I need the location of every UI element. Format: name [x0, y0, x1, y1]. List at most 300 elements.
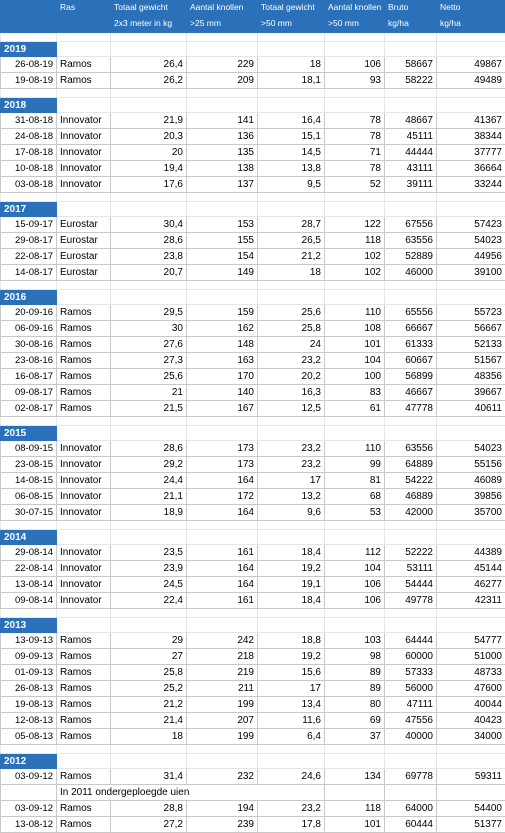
value-cell: 68 — [325, 489, 385, 505]
table-row — [1, 73, 505, 89]
year-row — [1, 530, 505, 545]
empty-cell — [325, 417, 385, 426]
header-cell: >25 mm — [187, 18, 258, 33]
value-cell: 18,4 — [258, 593, 325, 609]
date-cell: 30-08-16 — [1, 337, 57, 353]
empty-cell — [1, 89, 57, 98]
variety-cell: Innovator — [57, 593, 111, 609]
year-label: 2012 — [1, 754, 57, 769]
empty-cell — [57, 609, 111, 618]
value-cell: 64889 — [385, 457, 437, 473]
table-row — [1, 145, 505, 161]
empty-cell — [385, 417, 437, 426]
value-cell: 173 — [187, 441, 258, 457]
value-cell: 148 — [187, 337, 258, 353]
value-cell: 31,4 — [111, 769, 187, 785]
value-cell: 54444 — [385, 577, 437, 593]
value-cell: 13,8 — [258, 161, 325, 177]
header-cell: kg/ha — [437, 18, 505, 33]
value-cell: 52222 — [385, 545, 437, 561]
value-cell: 30,4 — [111, 217, 187, 233]
value-cell: 25,6 — [258, 305, 325, 321]
date-cell: 03-09-12 — [1, 769, 57, 785]
value-cell: 67556 — [385, 217, 437, 233]
value-cell: 47556 — [385, 713, 437, 729]
variety-cell: Innovator — [57, 113, 111, 129]
date-cell: 19-08-19 — [1, 73, 57, 89]
value-cell: 59311 — [437, 769, 505, 785]
header-cell — [1, 18, 57, 33]
empty-cell — [111, 754, 187, 769]
empty-cell — [111, 745, 187, 754]
variety-cell: Ramos — [57, 321, 111, 337]
empty-cell — [258, 521, 325, 530]
date-cell: 13-08-12 — [1, 817, 57, 833]
value-cell: 173 — [187, 457, 258, 473]
value-cell: 78 — [325, 161, 385, 177]
table-row — [1, 577, 505, 593]
table-row — [1, 217, 505, 233]
value-cell: 19,2 — [258, 649, 325, 665]
empty-cell — [57, 521, 111, 530]
value-cell: 164 — [187, 561, 258, 577]
empty-cell — [1, 521, 57, 530]
year-row — [1, 42, 505, 57]
variety-cell: Ramos — [57, 817, 111, 833]
table-row — [1, 593, 505, 609]
date-cell: 05-08-13 — [1, 729, 57, 745]
value-cell: 49489 — [437, 73, 505, 89]
value-cell: 17 — [258, 473, 325, 489]
value-cell: 149 — [187, 265, 258, 281]
value-cell: 54023 — [437, 233, 505, 249]
empty-cell — [385, 290, 437, 305]
empty-cell — [325, 290, 385, 305]
empty-cell — [57, 530, 111, 545]
year-row — [1, 202, 505, 217]
year-row — [1, 290, 505, 305]
empty-cell — [187, 417, 258, 426]
value-cell: 47778 — [385, 401, 437, 417]
value-cell: 43111 — [385, 161, 437, 177]
variety-cell: Innovator — [57, 145, 111, 161]
value-cell: 159 — [187, 305, 258, 321]
empty-cell — [258, 98, 325, 113]
value-cell: 46277 — [437, 577, 505, 593]
header-cell — [57, 18, 111, 33]
date-cell: 08-09-15 — [1, 441, 57, 457]
value-cell: 15,6 — [258, 665, 325, 681]
value-cell: 45144 — [437, 561, 505, 577]
value-cell: 28,8 — [111, 801, 187, 817]
value-cell: 42000 — [385, 505, 437, 521]
header-cell: kg/ha — [385, 18, 437, 33]
table-row — [1, 457, 505, 473]
year-label: 2015 — [1, 426, 57, 441]
empty-cell — [1, 609, 57, 618]
value-cell: 45111 — [385, 129, 437, 145]
value-cell: 19,4 — [111, 161, 187, 177]
value-cell: 78 — [325, 113, 385, 129]
empty-cell — [111, 281, 187, 290]
empty-cell — [385, 618, 437, 633]
table-row — [1, 681, 505, 697]
value-cell: 44956 — [437, 249, 505, 265]
empty-cell — [187, 193, 258, 202]
variety-cell: Eurostar — [57, 217, 111, 233]
value-cell: 46089 — [437, 473, 505, 489]
empty-cell — [1, 193, 57, 202]
value-cell: 172 — [187, 489, 258, 505]
value-cell: 51000 — [437, 649, 505, 665]
value-cell: 42311 — [437, 593, 505, 609]
table-body — [1, 1, 505, 833]
value-cell: 118 — [325, 233, 385, 249]
value-cell: 51377 — [437, 817, 505, 833]
value-cell: 57423 — [437, 217, 505, 233]
value-cell: 24,6 — [258, 769, 325, 785]
variety-cell: Innovator — [57, 161, 111, 177]
value-cell: 64000 — [385, 801, 437, 817]
year-label: 2018 — [1, 98, 57, 113]
empty-cell — [385, 98, 437, 113]
value-cell: 56667 — [437, 321, 505, 337]
empty-cell — [57, 281, 111, 290]
variety-cell: Ramos — [57, 633, 111, 649]
value-cell: 122 — [325, 217, 385, 233]
value-cell: 54777 — [437, 633, 505, 649]
spacer-row — [1, 521, 505, 530]
value-cell: 229 — [187, 57, 258, 73]
empty-cell — [258, 193, 325, 202]
empty-cell — [111, 33, 187, 42]
table-row — [1, 473, 505, 489]
value-cell: 23,2 — [258, 353, 325, 369]
value-cell: 23,2 — [258, 457, 325, 473]
value-cell: 20,7 — [111, 265, 187, 281]
header-row-1 — [1, 1, 505, 18]
empty-cell — [437, 785, 505, 801]
value-cell: 44444 — [385, 145, 437, 161]
value-cell: 28,6 — [111, 441, 187, 457]
empty-cell — [57, 89, 111, 98]
header-cell: Netto — [437, 1, 505, 18]
value-cell: 40000 — [385, 729, 437, 745]
value-cell: 69778 — [385, 769, 437, 785]
empty-cell — [1, 33, 57, 42]
table-row — [1, 233, 505, 249]
value-cell: 21,4 — [111, 713, 187, 729]
year-label: 2017 — [1, 202, 57, 217]
value-cell: 47600 — [437, 681, 505, 697]
spacer-row — [1, 33, 505, 42]
empty-cell — [325, 609, 385, 618]
value-cell: 137 — [187, 177, 258, 193]
empty-cell — [258, 609, 325, 618]
value-cell: 26,4 — [111, 57, 187, 73]
empty-cell — [385, 42, 437, 57]
empty-cell — [325, 618, 385, 633]
empty-cell — [187, 745, 258, 754]
variety-cell: Ramos — [57, 801, 111, 817]
empty-cell — [57, 745, 111, 754]
variety-cell: Innovator — [57, 129, 111, 145]
variety-cell: Eurostar — [57, 249, 111, 265]
table-row — [1, 113, 505, 129]
value-cell: 17,8 — [258, 817, 325, 833]
value-cell: 28,6 — [111, 233, 187, 249]
value-cell: 18 — [258, 57, 325, 73]
value-cell: 52 — [325, 177, 385, 193]
date-cell: 24-08-18 — [1, 129, 57, 145]
value-cell: 29,5 — [111, 305, 187, 321]
value-cell: 17 — [258, 681, 325, 697]
table-row — [1, 57, 505, 73]
value-cell: 106 — [325, 577, 385, 593]
value-cell: 46889 — [385, 489, 437, 505]
empty-cell — [111, 98, 187, 113]
value-cell: 69 — [325, 713, 385, 729]
empty-cell — [385, 745, 437, 754]
value-cell: 46667 — [385, 385, 437, 401]
date-cell: 14-08-15 — [1, 473, 57, 489]
value-cell: 39100 — [437, 265, 505, 281]
empty-cell — [187, 521, 258, 530]
value-cell: 9,5 — [258, 177, 325, 193]
spacer-row — [1, 281, 505, 290]
date-cell: 14-08-17 — [1, 265, 57, 281]
date-cell: 09-08-17 — [1, 385, 57, 401]
header-cell: Aantal knollen — [187, 1, 258, 18]
date-cell: 03-08-18 — [1, 177, 57, 193]
table-row — [1, 249, 505, 265]
empty-cell — [437, 290, 505, 305]
value-cell: 23,5 — [111, 545, 187, 561]
value-cell: 112 — [325, 545, 385, 561]
value-cell: 161 — [187, 545, 258, 561]
value-cell: 20,2 — [258, 369, 325, 385]
value-cell: 15,1 — [258, 129, 325, 145]
value-cell: 55156 — [437, 457, 505, 473]
table-row — [1, 161, 505, 177]
empty-cell — [187, 202, 258, 217]
date-cell: 12-08-13 — [1, 713, 57, 729]
variety-cell: Innovator — [57, 457, 111, 473]
value-cell: 219 — [187, 665, 258, 681]
empty-cell — [437, 33, 505, 42]
empty-cell — [111, 618, 187, 633]
table-row — [1, 729, 505, 745]
value-cell: 34000 — [437, 729, 505, 745]
value-cell: 161 — [187, 593, 258, 609]
value-cell: 40423 — [437, 713, 505, 729]
variety-cell: Innovator — [57, 473, 111, 489]
date-cell: 09-09-13 — [1, 649, 57, 665]
header-cell: Bruto — [385, 1, 437, 18]
value-cell: 65556 — [385, 305, 437, 321]
table-row — [1, 713, 505, 729]
value-cell: 154 — [187, 249, 258, 265]
value-cell: 18 — [111, 729, 187, 745]
empty-cell — [187, 618, 258, 633]
value-cell: 18,9 — [111, 505, 187, 521]
table-row — [1, 321, 505, 337]
value-cell: 13,4 — [258, 697, 325, 713]
empty-cell — [385, 89, 437, 98]
value-cell: 56899 — [385, 369, 437, 385]
value-cell: 21,9 — [111, 113, 187, 129]
year-row — [1, 618, 505, 633]
value-cell: 110 — [325, 305, 385, 321]
empty-cell — [57, 618, 111, 633]
header-cell: Totaal gewicht — [111, 1, 187, 18]
empty-cell — [385, 33, 437, 42]
value-cell: 81 — [325, 473, 385, 489]
note-row — [1, 785, 505, 801]
value-cell: 18 — [258, 265, 325, 281]
empty-cell — [325, 281, 385, 290]
value-cell: 207 — [187, 713, 258, 729]
value-cell: 21,1 — [111, 489, 187, 505]
variety-cell: Ramos — [57, 665, 111, 681]
note-text: In 2011 ondergeploegde uien — [57, 785, 325, 801]
date-cell: 02-08-17 — [1, 401, 57, 417]
value-cell: 20 — [111, 145, 187, 161]
date-cell: 03-09-12 — [1, 801, 57, 817]
date-cell: 23-08-16 — [1, 353, 57, 369]
value-cell: 60667 — [385, 353, 437, 369]
value-cell: 48667 — [385, 113, 437, 129]
value-cell: 12,5 — [258, 401, 325, 417]
variety-cell: Ramos — [57, 385, 111, 401]
date-cell: 30-07-15 — [1, 505, 57, 521]
empty-cell — [258, 417, 325, 426]
value-cell: 17,6 — [111, 177, 187, 193]
empty-cell — [325, 193, 385, 202]
empty-cell — [111, 202, 187, 217]
table-row — [1, 129, 505, 145]
value-cell: 49778 — [385, 593, 437, 609]
value-cell: 64444 — [385, 633, 437, 649]
value-cell: 24,5 — [111, 577, 187, 593]
value-cell: 28,7 — [258, 217, 325, 233]
empty-cell — [187, 281, 258, 290]
value-cell: 40611 — [437, 401, 505, 417]
value-cell: 25,2 — [111, 681, 187, 697]
value-cell: 49867 — [437, 57, 505, 73]
empty-cell — [385, 281, 437, 290]
date-cell: 09-08-14 — [1, 593, 57, 609]
value-cell: 136 — [187, 129, 258, 145]
value-cell: 164 — [187, 577, 258, 593]
empty-cell — [437, 426, 505, 441]
year-label: 2013 — [1, 618, 57, 633]
table-row — [1, 769, 505, 785]
value-cell: 170 — [187, 369, 258, 385]
value-cell: 46000 — [385, 265, 437, 281]
value-cell: 36664 — [437, 161, 505, 177]
variety-cell: Ramos — [57, 337, 111, 353]
value-cell: 26,2 — [111, 73, 187, 89]
empty-cell — [1, 785, 57, 801]
empty-cell — [187, 42, 258, 57]
value-cell: 61333 — [385, 337, 437, 353]
empty-cell — [1, 745, 57, 754]
value-cell: 24 — [258, 337, 325, 353]
value-cell: 98 — [325, 649, 385, 665]
value-cell: 106 — [325, 593, 385, 609]
value-cell: 21,2 — [258, 249, 325, 265]
empty-cell — [57, 426, 111, 441]
header-cell: >50 mm — [258, 18, 325, 33]
value-cell: 53 — [325, 505, 385, 521]
value-cell: 38344 — [437, 129, 505, 145]
empty-cell — [57, 98, 111, 113]
empty-cell — [385, 426, 437, 441]
table-row — [1, 505, 505, 521]
date-cell: 22-08-17 — [1, 249, 57, 265]
empty-cell — [325, 426, 385, 441]
date-cell: 13-08-14 — [1, 577, 57, 593]
value-cell: 153 — [187, 217, 258, 233]
date-cell: 15-09-17 — [1, 217, 57, 233]
empty-cell — [187, 609, 258, 618]
value-cell: 103 — [325, 633, 385, 649]
empty-cell — [325, 98, 385, 113]
value-cell: 93 — [325, 73, 385, 89]
table-row — [1, 817, 505, 833]
empty-cell — [437, 417, 505, 426]
date-cell: 26-08-19 — [1, 57, 57, 73]
value-cell: 89 — [325, 681, 385, 697]
value-cell: 54400 — [437, 801, 505, 817]
value-cell: 18,1 — [258, 73, 325, 89]
variety-cell: Innovator — [57, 577, 111, 593]
value-cell: 23,9 — [111, 561, 187, 577]
value-cell: 25,8 — [111, 665, 187, 681]
value-cell: 21,5 — [111, 401, 187, 417]
empty-cell — [258, 89, 325, 98]
date-cell: 06-08-15 — [1, 489, 57, 505]
variety-cell: Ramos — [57, 697, 111, 713]
value-cell: 199 — [187, 729, 258, 745]
value-cell: 164 — [187, 473, 258, 489]
value-cell: 14,5 — [258, 145, 325, 161]
table-row — [1, 665, 505, 681]
variety-cell: Ramos — [57, 369, 111, 385]
empty-cell — [325, 745, 385, 754]
value-cell: 71 — [325, 145, 385, 161]
variety-cell: Eurostar — [57, 233, 111, 249]
empty-cell — [258, 290, 325, 305]
value-cell: 11,6 — [258, 713, 325, 729]
value-cell: 44389 — [437, 545, 505, 561]
value-cell: 29 — [111, 633, 187, 649]
empty-cell — [57, 193, 111, 202]
value-cell: 58222 — [385, 73, 437, 89]
value-cell: 37777 — [437, 145, 505, 161]
empty-cell — [1, 281, 57, 290]
value-cell: 13,2 — [258, 489, 325, 505]
empty-cell — [437, 618, 505, 633]
date-cell: 22-08-14 — [1, 561, 57, 577]
empty-cell — [325, 33, 385, 42]
value-cell: 218 — [187, 649, 258, 665]
date-cell: 31-08-18 — [1, 113, 57, 129]
table-row — [1, 265, 505, 281]
header-cell: Aantal knollen — [325, 1, 385, 18]
date-cell: 06-09-16 — [1, 321, 57, 337]
